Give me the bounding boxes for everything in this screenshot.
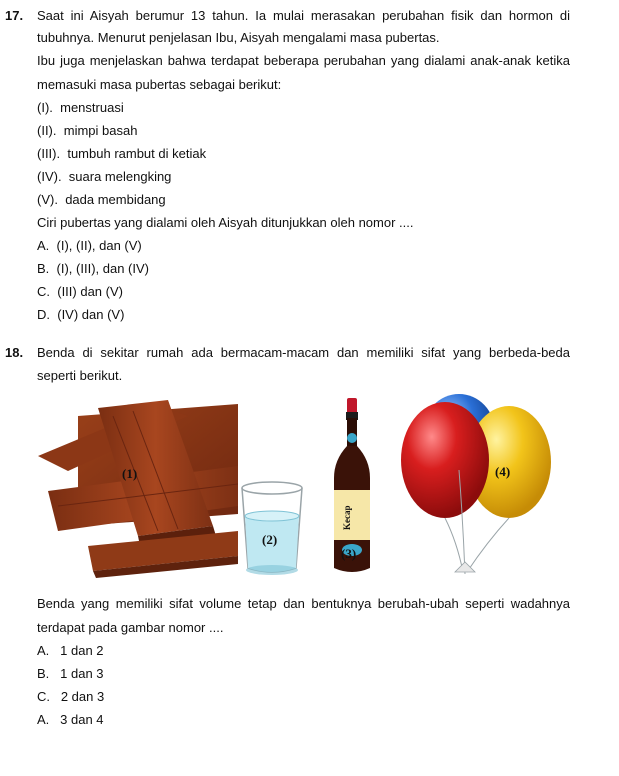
list-item-number: (II). xyxy=(37,123,57,138)
question-text-line: tubuhnya. Menurut penjelasan Ibu, Aisyah mengalami masa pubertas. xyxy=(37,30,440,45)
option-letter: C. xyxy=(37,284,50,299)
option-text: (III) dan (V) xyxy=(57,284,123,299)
question-text-line: memasuki masa pubertas sebagai berikut: xyxy=(37,77,282,92)
glass-image xyxy=(238,478,306,578)
figure-label-2: (2) xyxy=(262,532,278,547)
answer-option[interactable] xyxy=(37,666,104,681)
glass-of-water-illustration xyxy=(238,478,306,578)
bottle-image xyxy=(328,398,376,578)
question-number: 17. xyxy=(5,8,24,23)
option-text: (I), (III), dan (IV) xyxy=(56,261,149,276)
question-prompt: Ciri pubertas yang dialami oleh Aisyah ditunjukkan oleh nomor .... xyxy=(37,215,414,230)
question-text-line: Saat ini Aisyah berumur 13 tahun. Ia mulai merasakan perubahan fisik dan hormon di xyxy=(37,8,570,23)
option-letter: A. xyxy=(37,643,50,658)
figure-label-3: (3) xyxy=(341,546,357,561)
list-item-text: mimpi basah xyxy=(63,123,138,138)
list-item-number: (I). xyxy=(37,100,53,115)
list-item-text: menstruasi xyxy=(60,100,124,115)
balloons-image xyxy=(397,392,555,578)
option-letter: B. xyxy=(37,261,50,276)
list-item-number: (III). xyxy=(37,146,61,161)
answer-option[interactable] xyxy=(37,284,123,299)
answer-option[interactable] xyxy=(37,689,104,704)
option-letter: A. xyxy=(37,238,50,253)
figure-label-4: (4) xyxy=(495,464,511,479)
list-item xyxy=(37,146,206,161)
answer-option[interactable] xyxy=(37,261,149,276)
answer-option[interactable] xyxy=(37,307,124,322)
list-item-number: (V). xyxy=(37,192,58,207)
list-item-number: (IV). xyxy=(37,169,62,184)
list-item-text: suara melengking xyxy=(68,169,172,184)
question-text-line: Benda di sekitar rumah ada bermacam-macam dan memiliki sifat yang berbeda-beda xyxy=(37,345,570,360)
question-prompt-line: terdapat pada gambar nomor .... xyxy=(37,620,224,635)
option-text: (I), (II), dan (V) xyxy=(56,238,142,253)
wood-planks-illustration xyxy=(38,396,238,578)
list-item xyxy=(37,169,171,184)
balloons-illustration xyxy=(397,392,555,578)
list-item-text: dada membidang xyxy=(65,192,166,207)
answer-option[interactable] xyxy=(37,712,104,727)
option-letter: D. xyxy=(37,307,50,322)
answer-option[interactable] xyxy=(37,643,104,658)
option-letter: B. xyxy=(37,666,50,681)
answer-option[interactable] xyxy=(37,238,142,253)
list-item-text: tumbuh rambut di ketiak xyxy=(67,146,207,161)
question-text-line: Ibu juga menjelaskan bahwa terdapat beberapa perubahan yang dialami anak-anak ketika xyxy=(37,53,570,68)
list-item xyxy=(37,123,137,138)
option-text: 2 dan 3 xyxy=(60,689,105,704)
option-letter: C. xyxy=(37,689,50,704)
option-text: (IV) dan (V) xyxy=(57,307,125,322)
question-number: 18. xyxy=(5,345,24,360)
question-prompt-line: Benda yang memiliki sifat volume tetap dan bentuknya berubah-ubah seperti wadahnya xyxy=(37,596,570,611)
wood-planks-image xyxy=(38,396,238,578)
option-text: 3 dan 4 xyxy=(60,712,104,727)
option-letter: A. xyxy=(37,712,50,727)
option-text: 1 dan 2 xyxy=(60,643,104,658)
question-text-line: seperti berikut. xyxy=(37,368,123,383)
bottle-label-text: Kecap xyxy=(342,505,352,530)
figure-label-1: (1) xyxy=(122,466,138,481)
list-item xyxy=(37,100,124,115)
option-text: 1 dan 3 xyxy=(60,666,104,681)
list-item xyxy=(37,192,166,207)
